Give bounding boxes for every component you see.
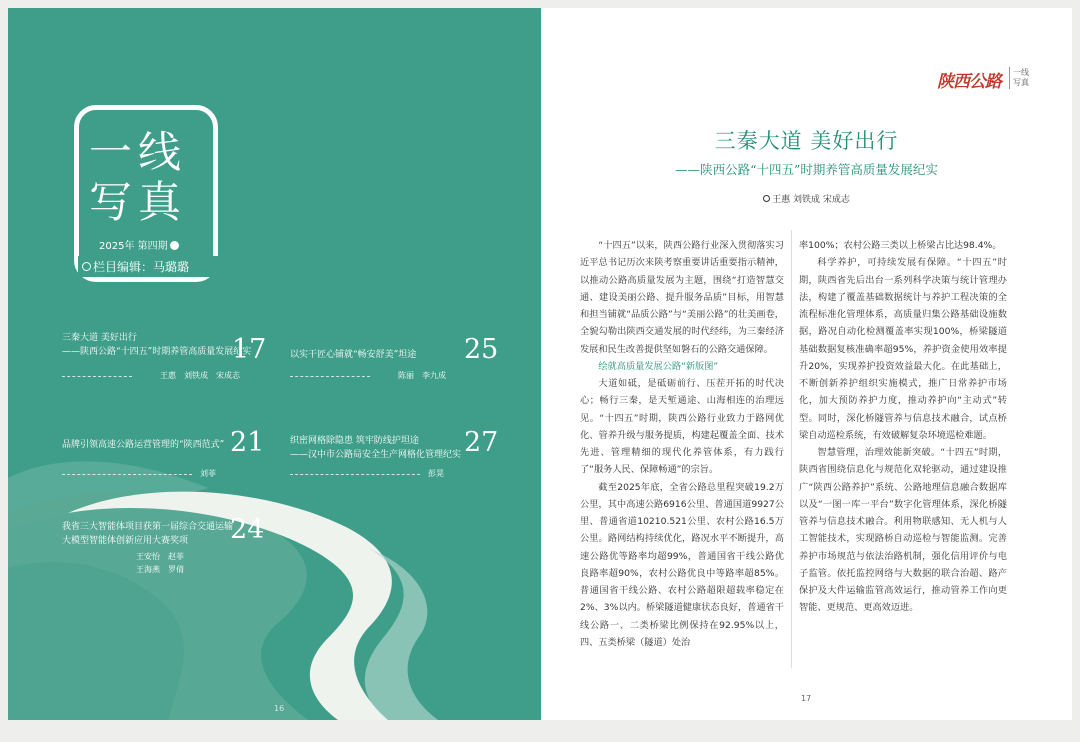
col1-paragraph-1: “十四五”以来，陕西公路行业深入贯彻落实习近平总书记历次来陕考察重要讲话重要指示精神，以推动公路高质量发展为主题，围绕“打造智慧交通、建设美丽公路、提升服务品质”目标，用智慧和担当铺就“品质公路”与“美丽公路”的壮美画卷，全貌勾勒出陕西交通发展的时代经纬，为三秦经济发展和民生改善提供坚如磐石的公路交通保障。 <box>580 240 784 355</box>
logo-divider <box>1009 67 1010 89</box>
toc-item-5-title[interactable] <box>62 520 233 548</box>
toc-item-4-title[interactable] <box>290 434 461 462</box>
col1-paragraph-2: 大道如砥，是砥砺前行、压茬开拓的时代决心；畅行三秦，是天堑通途、山海相连的治理远见。“十四五”时期，陕西公路行业致力于路网优化、管养升级与服务提质，构建起覆盖全面、技术先进、管理精细的现代化养管体系，有力践行了“服务人民、保障畅通”的宗旨。 <box>580 378 784 476</box>
editor-line <box>82 258 189 275</box>
issue-text: 2025年 第四期 <box>99 241 168 252</box>
editor-text: 栏目编辑：马璐璐 <box>93 260 190 274</box>
toc-item-2-page[interactable]: 25 <box>464 334 499 365</box>
col2-paragraph-2: 智慧管理，治理效能新突破。“十四五”时期，陕西省围绕信息化与规范化双轮驱动，通过建设推广“陕西公路养护”系统、公路地理信息融合数据库以及“一图一库一平台”数字化管理体系，深化桥隧管养与信息技术融合。利用物联感知、无人机与人工智能技术，实现路桥自动巡检与智能监测。完善养护市场规范与依法治路机制，强化信用评价与电子监管。依托监控网络与大数据的联合治超、路产保护及大件运输监管高效运行，推动管养工作向更智能、更规范、更高效迈进。 <box>799 447 1007 614</box>
toc-item-4-title-line: 织密网格除隐患 筑牢防线护坦途 <box>290 436 419 446</box>
toc-item-3-title[interactable] <box>62 438 224 452</box>
issue-label <box>99 237 179 252</box>
column-title-line1: 一线 <box>89 128 187 178</box>
toc-item-5-author-line2: 王海燕 罗倩 <box>136 565 184 574</box>
column-divider <box>791 230 792 668</box>
col2-paragraph-1: 科学养护，可持续发展有保障。“十四五”时期，陕西省先后出台一系列科学决策与统计管理办法，构建了覆盖基础数据统计与养护工程决策的全流程标准化管理体系，高质量归集公路基础设施数据，路况自动化检测覆盖率实现100%，桥梁隧道基础数据复核准确率超95%，养护资金使用效率提升20%，实现养护投资效益最大化。在此基础上，不断创新养护组织实施模式，推广日常养护市场化，加大预防养护力度，推动养护向“主动式”转型。同时，深化桥隧管养与信息技术融合，试点桥梁自动巡检系统，有效破解复杂环境巡检难题。 <box>799 257 1007 441</box>
editor-bar <box>78 256 218 277</box>
issue-dot-icon <box>170 241 179 250</box>
left-page <box>8 8 541 720</box>
article-title: 三秦大道 美好出行 <box>714 129 899 153</box>
toc-item-2-title-line: 以实干匠心铺就“畅安舒美”坦途 <box>290 350 417 360</box>
col1-section-heading: 绘就高质量发展公路“新版图” <box>598 360 719 372</box>
toc-item-2-title[interactable] <box>290 348 416 362</box>
magazine-logo: 陕西公路 <box>937 72 1001 92</box>
toc-item-4-page[interactable]: 27 <box>464 427 499 458</box>
toc-item-1-title[interactable] <box>62 331 251 359</box>
toc-item-1-leader <box>62 376 132 377</box>
right-page <box>541 8 1072 720</box>
toc-item-5-title-line: 我省三大智能体项目获第一届综合交通运输 <box>62 522 234 532</box>
toc-item-1-subtitle-line: ——陕西公路“十四五”时期养管高质量发展纪实 <box>62 347 252 357</box>
col2-paragraph-continued: 率100%；农村公路三类以上桥梁占比达98.4%。 <box>799 240 1002 251</box>
toc-item-5-author-line1: 王安怡 赵菲 <box>136 552 184 561</box>
toc-item-1-author: 王惠 刘铁成 宋成志 <box>160 371 240 380</box>
toc-item-3-title-line: 品牌引领高速公路运营管理的“陕西范式” <box>62 440 225 450</box>
toc-item-2-leader <box>290 376 370 377</box>
logo-column-label: 一线写真 <box>1013 68 1029 87</box>
toc-item-4-subtitle-line: ——汉中市公路局安全生产网格化管理纪实 <box>290 450 462 460</box>
toc-item-5-subtitle-line: 大模型智能体创新应用大赛奖项 <box>62 536 189 546</box>
toc-item-1-page[interactable]: 17 <box>232 334 267 365</box>
page-number-right: 17 <box>801 694 812 703</box>
article-subtitle: ——陕西公路“十四五”时期养管高质量发展纪实 <box>675 162 938 177</box>
article-column-1 <box>580 237 784 651</box>
toc-item-1-title-line: 三秦大道 美好出行 <box>62 333 137 343</box>
toc-item-4-leader <box>290 474 420 475</box>
column-title-line2: 写真 <box>89 178 187 228</box>
toc-item-3-leader <box>62 474 192 475</box>
toc-item-3-page[interactable]: 21 <box>230 427 265 458</box>
circle-bullet-icon <box>763 195 770 202</box>
toc-item-5-author <box>128 550 184 576</box>
article-column-2 <box>799 237 1007 617</box>
toc-item-3-author: 刘菲 <box>200 469 216 478</box>
circle-bullet-icon <box>82 262 91 271</box>
page-number-left: 16 <box>274 704 285 713</box>
toc-item-4-author: 彭晃 <box>428 469 444 478</box>
article-authors-text: 王惠 刘铁成 宋成志 <box>772 195 850 205</box>
article-authors <box>541 192 1072 205</box>
col1-paragraph-3: 截至2025年底，全省公路总里程突破19.2万公里，其中高速公路6916公里、普通国道9927公里、普通省道10210.521公里、农村公路16.5万公里。路网结构持续优化，路况水平不断提升，高速公路优等路率均超99%，普通国省干线公路优良路率超90%，农村公路优良中等路率超85%。普通国省干线公路、农村公路超限超载率稳定在2%、3%以内。桥梁隧道健康状态良好，普通省干线公路一、二类桥梁比例保持在92.95%以上，四、五类桥梁（隧道）处治 <box>580 481 784 648</box>
toc-item-2-author: 陈丽 李九成 <box>398 371 446 380</box>
toc-item-5-page[interactable]: 24 <box>230 514 265 545</box>
